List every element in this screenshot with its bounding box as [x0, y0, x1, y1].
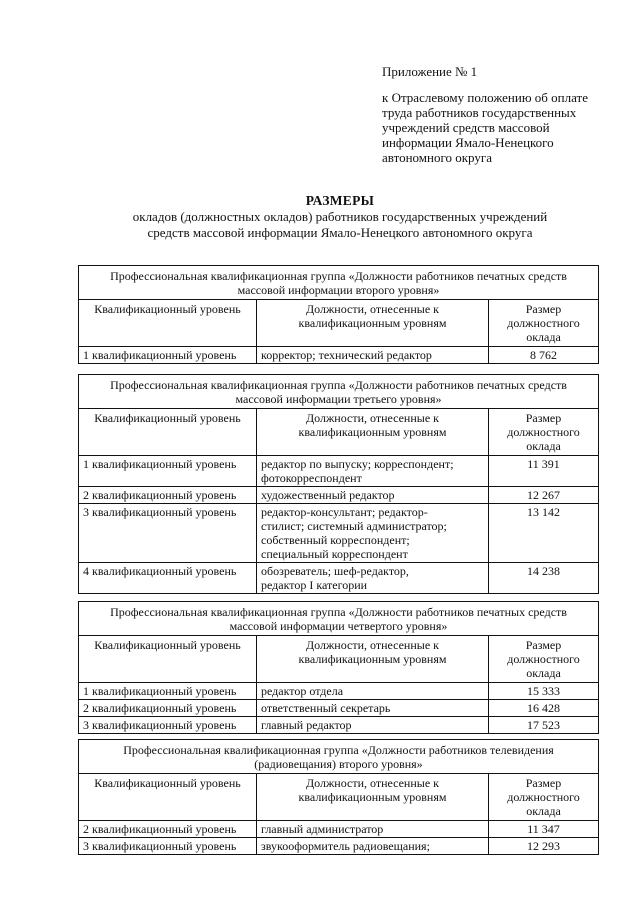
document-title: РАЗМЕРЫ	[305, 193, 375, 208]
group-title-line: массовой информации второго уровня»	[237, 283, 440, 297]
column-header-salary: Размер должностного оклада	[489, 409, 599, 456]
annex-line: труда работников государственных	[382, 105, 577, 120]
column-header-level: Квалификационный уровень	[79, 409, 257, 456]
level-cell: 3 квалификационный уровень	[79, 717, 257, 734]
column-header-level: Квалификационный уровень	[79, 636, 257, 683]
annex-note	[382, 64, 612, 165]
positions-cell: редактор отдела	[257, 683, 489, 700]
annex-line: к Отраслевому положению об оплате	[382, 90, 588, 105]
level-cell: 3 квалификационный уровень	[79, 504, 257, 563]
level-cell: 2 квалификационный уровень	[79, 487, 257, 504]
group-title	[79, 375, 599, 409]
table-row	[79, 838, 599, 855]
positions-cell: художественный редактор	[257, 487, 489, 504]
level-cell: 4 квалификационный уровень	[79, 563, 257, 594]
salary-cell: 12 267	[489, 487, 599, 504]
document-subtitle-line: окладов (должностных окладов) работников государственных учреждений	[132, 209, 548, 224]
column-header-positions: Должности, отнесенные к квалификационным уровням	[257, 300, 489, 347]
positions-cell: главный редактор	[257, 717, 489, 734]
table-row	[79, 347, 599, 364]
salary-cell: 15 333	[489, 683, 599, 700]
column-header-level: Квалификационный уровень	[79, 774, 257, 821]
table-row	[79, 821, 599, 838]
qualification-group-table-1	[78, 265, 599, 364]
qualification-group-table-2	[78, 374, 599, 594]
qualification-group-table-3	[78, 601, 599, 734]
annex-number: Приложение № 1	[382, 64, 478, 79]
table-row	[79, 504, 599, 563]
salary-cell: 14 238	[489, 563, 599, 594]
column-header-salary: Размер должностного оклада	[489, 774, 599, 821]
level-cell: 1 квалификационный уровень	[79, 456, 257, 487]
table-row	[79, 700, 599, 717]
positions-cell: редактор-консультант; редактор- стилист; системный администратор; собственный корреспондент; специальный корреспондент	[257, 504, 489, 563]
table-row	[79, 456, 599, 487]
annex-line: информации Ямало-Ненецкого	[382, 135, 554, 150]
salary-cell: 16 428	[489, 700, 599, 717]
group-title-line: массовой информации третьего уровня»	[235, 392, 442, 406]
positions-cell: редактор по выпуску; корреспондент; фотокорреспондент	[257, 456, 489, 487]
positions-cell: звукооформитель радиовещания;	[257, 838, 489, 855]
group-title-line: Профессиональная квалификационная группа «Должности работников печатных средств	[110, 269, 567, 283]
column-header-salary: Размер должностного оклада	[489, 300, 599, 347]
positions-cell: главный администратор	[257, 821, 489, 838]
salary-cell: 17 523	[489, 717, 599, 734]
group-title-line: (радиовещания) второго уровня»	[254, 757, 423, 771]
salary-cell: 13 142	[489, 504, 599, 563]
level-cell: 1 квалификационный уровень	[79, 347, 257, 364]
group-title	[79, 740, 599, 774]
annex-line: автономного округа	[382, 150, 492, 165]
group-title-line: Профессиональная квалификационная группа «Должности работников телевидения	[123, 743, 554, 757]
annex-line: учреждений средств массовой	[382, 120, 550, 135]
level-cell: 2 квалификационный уровень	[79, 700, 257, 717]
column-header-row	[79, 774, 599, 821]
column-header-positions: Должности, отнесенные к квалификационным уровням	[257, 774, 489, 821]
group-title-line: Профессиональная квалификационная группа «Должности работников печатных средств	[110, 605, 567, 619]
column-header-row	[79, 409, 599, 456]
positions-cell: ответственный секретарь	[257, 700, 489, 717]
column-header-positions: Должности, отнесенные к квалификационным уровням	[257, 409, 489, 456]
qualification-group-table-4	[78, 739, 599, 855]
group-title-line: Профессиональная квалификационная группа «Должности работников печатных средств	[110, 378, 567, 392]
group-title	[79, 266, 599, 300]
positions-cell: корректор; технический редактор	[257, 347, 489, 364]
positions-cell: обозреватель; шеф-редактор, редактор I категории	[257, 563, 489, 594]
document-heading	[60, 193, 620, 240]
level-cell: 1 квалификационный уровень	[79, 683, 257, 700]
table-row	[79, 563, 599, 594]
column-header-positions: Должности, отнесенные к квалификационным уровням	[257, 636, 489, 683]
column-header-row	[79, 300, 599, 347]
table-row	[79, 717, 599, 734]
salary-cell: 8 762	[489, 347, 599, 364]
level-cell: 2 квалификационный уровень	[79, 821, 257, 838]
salary-cell: 11 391	[489, 456, 599, 487]
salary-cell: 12 293	[489, 838, 599, 855]
group-title	[79, 602, 599, 636]
document-subtitle-line: средств массовой информации Ямало-Ненецкого автономного округа	[147, 224, 533, 240]
salary-cell: 11 347	[489, 821, 599, 838]
column-header-salary: Размер должностного оклада	[489, 636, 599, 683]
level-cell: 3 квалификационный уровень	[79, 838, 257, 855]
table-row	[79, 487, 599, 504]
table-row	[79, 683, 599, 700]
group-title-line: массовой информации четвертого уровня»	[229, 619, 448, 633]
column-header-level: Квалификационный уровень	[79, 300, 257, 347]
column-header-row	[79, 636, 599, 683]
